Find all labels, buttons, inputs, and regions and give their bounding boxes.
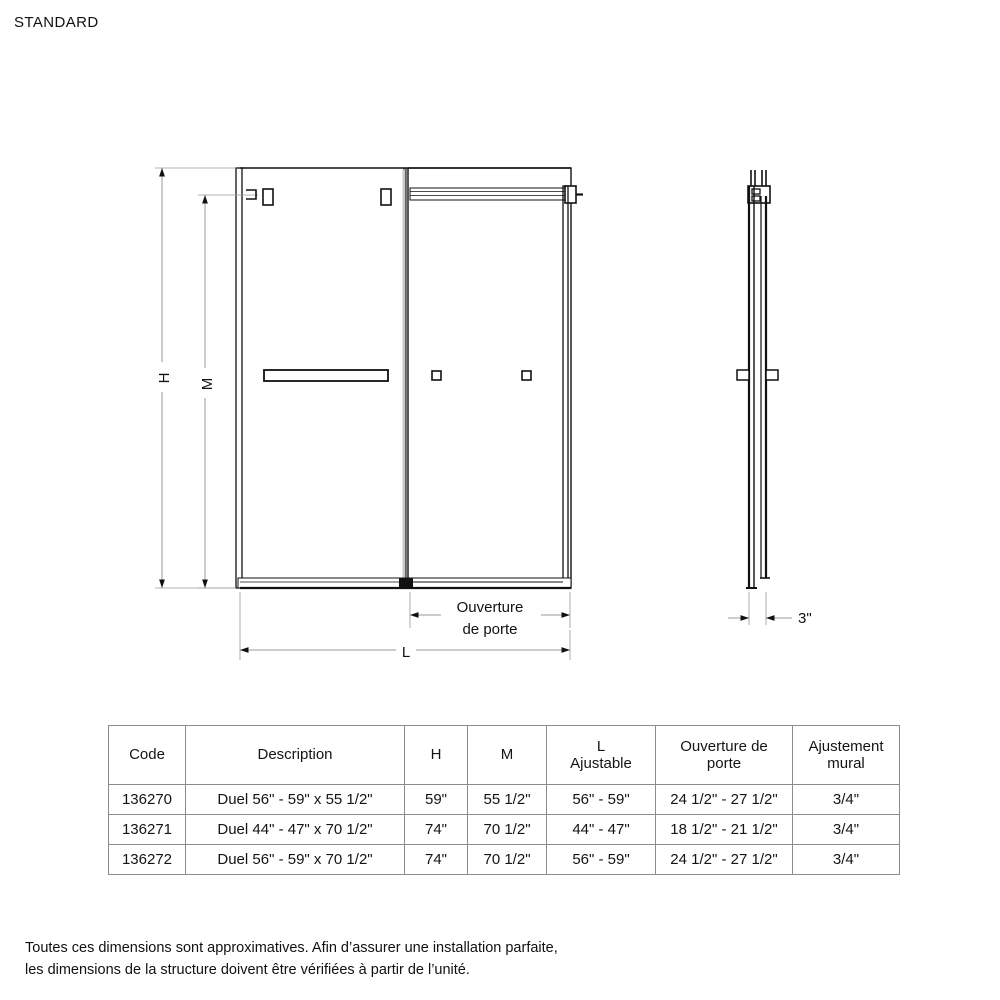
cell-h: 59" <box>405 785 468 815</box>
cell-h: 74" <box>405 845 468 875</box>
dimension-door-opening-label-line2: de porte <box>462 621 518 638</box>
column-header-code: Code <box>109 726 186 785</box>
column-header-ouverture-line1: Ouverture de <box>680 737 768 755</box>
table-row <box>109 785 900 815</box>
column-header-ajustement-line1: Ajustement <box>808 737 884 755</box>
cell-code: 136270 <box>109 785 186 815</box>
side-profile-view <box>728 170 812 627</box>
dimension-h <box>152 168 236 588</box>
door-handle <box>264 370 388 381</box>
table-header <box>109 726 900 785</box>
front-elevation-view <box>152 168 583 662</box>
cell-code: 136272 <box>109 845 186 875</box>
dimension-m-label: M <box>199 377 216 391</box>
dimension-depth-label: 3" <box>798 610 812 627</box>
cell-ajustement: 3/4" <box>793 815 900 845</box>
bottom-threshold-rail <box>238 578 571 588</box>
cell-h: 74" <box>405 815 468 845</box>
cell-ouverture: 24 1/2" - 27 1/2" <box>656 785 793 815</box>
side-mid-bracket <box>737 370 778 380</box>
dimension-l-label: L <box>401 644 411 661</box>
table-row <box>109 845 900 875</box>
column-header-l <box>547 726 656 785</box>
spec-table-container <box>108 725 892 875</box>
column-header-ouverture-line2: porte <box>706 755 742 772</box>
table-row <box>109 815 900 845</box>
dimension-m <box>195 190 258 588</box>
page-title: STANDARD <box>14 14 99 31</box>
cell-m: 70 1/2" <box>468 845 547 875</box>
column-header-l-line2: Ajustable <box>570 755 632 772</box>
cell-l: 56" - 59" <box>547 785 656 815</box>
sliding-door-top-track <box>410 186 583 588</box>
dimension-h-label: H <box>156 372 173 384</box>
spec-table <box>108 725 900 875</box>
dimension-depth <box>728 592 812 627</box>
dimension-door-opening <box>410 592 570 638</box>
wall-bracket-top-right <box>381 189 391 205</box>
cell-m: 70 1/2" <box>468 815 547 845</box>
cell-m: 55 1/2" <box>468 785 547 815</box>
dimension-door-opening-label-line1: Ouverture <box>456 599 524 616</box>
footnote-line-2: les dimensions de la structure doivent être vérifiées à partir de l’unité. <box>25 961 470 978</box>
cell-description: Duel 44" - 47" x 70 1/2" <box>186 815 405 845</box>
cell-code: 136271 <box>109 815 186 845</box>
cell-description: Duel 56" - 59" x 55 1/2" <box>186 785 405 815</box>
cell-ouverture: 24 1/2" - 27 1/2" <box>656 845 793 875</box>
table-header-row <box>109 726 900 785</box>
panel-clip-left <box>432 371 441 380</box>
footnote-disclaimer <box>25 938 725 982</box>
column-header-ajustement <box>793 726 900 785</box>
cell-ajustement: 3/4" <box>793 785 900 815</box>
table-body <box>109 785 900 875</box>
footnote-line-1: Toutes ces dimensions sont approximatives. Afin d’assurer une installation parfaite, <box>25 940 558 956</box>
column-header-m: M <box>468 726 547 785</box>
cell-l: 56" - 59" <box>547 845 656 875</box>
cell-ajustement: 3/4" <box>793 845 900 875</box>
panel-clip-right <box>522 371 531 380</box>
column-header-h: H <box>405 726 468 785</box>
cell-l: 44" - 47" <box>547 815 656 845</box>
cell-ouverture: 18 1/2" - 21 1/2" <box>656 815 793 845</box>
wall-bracket-top-left <box>263 189 273 205</box>
column-header-description: Description <box>186 726 405 785</box>
side-vertical-profile <box>749 186 766 588</box>
cell-description: Duel 56" - 59" x 70 1/2" <box>186 845 405 875</box>
column-header-ouverture <box>656 726 793 785</box>
column-header-ajustement-line2: mural <box>827 755 865 772</box>
column-header-l-line1: L <box>596 737 606 755</box>
